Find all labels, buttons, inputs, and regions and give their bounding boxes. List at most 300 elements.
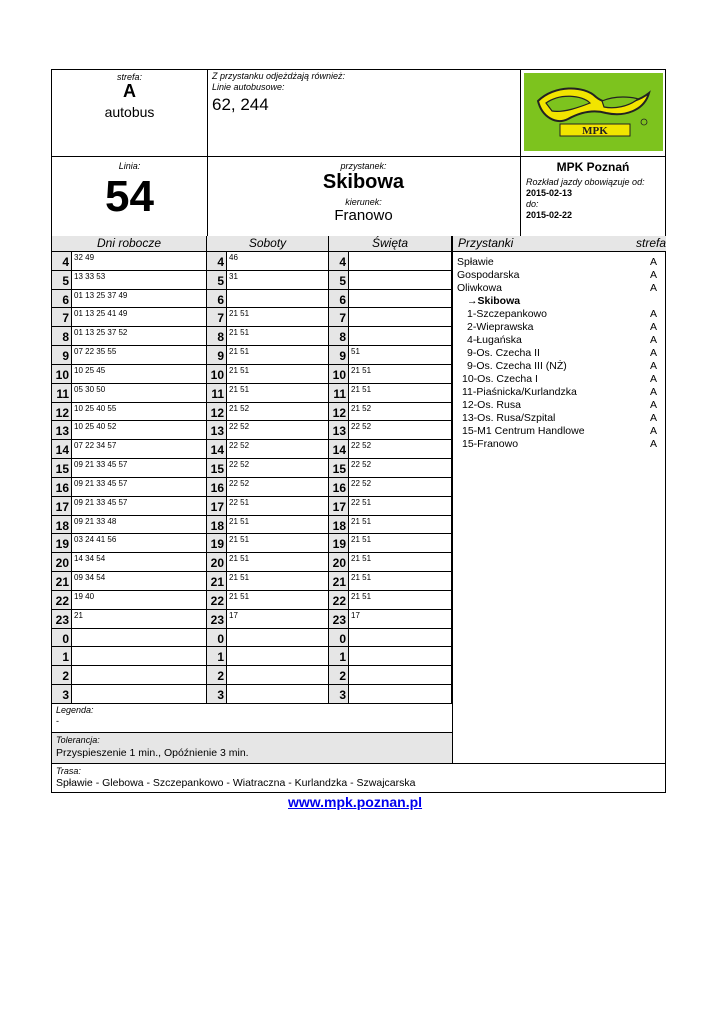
hour-cell xyxy=(207,308,227,327)
minutes-text: 07 22 35 55 xyxy=(74,347,117,357)
stop-name: 2-Wieprawska xyxy=(467,321,534,333)
hour-label: 11 xyxy=(211,386,224,401)
hour-label: 13 xyxy=(332,424,346,439)
stop-zone: A xyxy=(649,425,657,437)
minutes-cell xyxy=(72,572,207,591)
minutes-text: 21 51 xyxy=(229,347,250,357)
hour-label: 1 xyxy=(62,650,69,665)
hour-cell xyxy=(52,308,72,327)
hour-cell xyxy=(329,647,349,666)
hour-label: 1 xyxy=(339,650,346,665)
minutes-cell xyxy=(227,647,329,666)
stop-name: Spławie xyxy=(457,256,494,268)
hour-label: 19 xyxy=(55,537,69,552)
hour-label: 17 xyxy=(210,499,224,514)
hour-label: 21 xyxy=(55,575,69,590)
minutes-cell xyxy=(227,666,329,685)
stop-item xyxy=(462,438,518,450)
minutes-text: 22 52 xyxy=(229,441,250,451)
minutes-cell xyxy=(227,365,329,384)
hour-cell xyxy=(329,685,349,704)
hour-label: 23 xyxy=(55,612,69,627)
hour-label: 9 xyxy=(339,349,346,364)
stop-name: Gospodarska xyxy=(457,269,520,281)
minutes-cell xyxy=(227,459,329,478)
hour-cell xyxy=(52,346,72,365)
minutes-text: 22 52 xyxy=(229,460,250,470)
hour-cell xyxy=(329,271,349,290)
stop-zone: A xyxy=(649,412,657,424)
stop-name: 11-Piaśnicka/Kurlandzka xyxy=(462,386,577,398)
hour-cell xyxy=(52,497,72,516)
hour-cell xyxy=(52,365,72,384)
stop-name: 13-Os. Rusa/Szpital xyxy=(462,412,556,424)
minutes-text: 07 22 34 57 xyxy=(74,441,117,451)
minutes-text: 21 51 xyxy=(229,384,250,394)
minutes-cell xyxy=(227,516,329,535)
stop-zone: A xyxy=(649,269,657,281)
stop-item xyxy=(467,308,547,320)
minutes-text: 21 51 xyxy=(351,591,372,601)
minutes-text: 21 51 xyxy=(351,573,372,583)
minutes-text: 10 25 40 55 xyxy=(74,403,117,413)
minutes-text: 09 21 33 45 57 xyxy=(74,497,128,507)
minutes-cell xyxy=(72,478,207,497)
stop-item xyxy=(467,321,534,333)
bus-lines-label: Linie autobusowe: xyxy=(212,82,285,92)
line-number: 54 xyxy=(105,172,154,221)
hour-cell xyxy=(329,478,349,497)
legend-label: Legenda: xyxy=(56,705,94,715)
hour-label: 8 xyxy=(339,330,346,345)
minutes-cell xyxy=(349,666,452,685)
minutes-cell xyxy=(72,346,207,365)
stop-name: 9-Os. Czecha II xyxy=(467,347,540,359)
minutes-text: 21 51 xyxy=(229,573,250,583)
minutes-cell xyxy=(72,534,207,553)
hour-cell xyxy=(207,459,227,478)
hour-label: 8 xyxy=(62,330,69,345)
hour-cell xyxy=(207,516,227,535)
hour-label: 12 xyxy=(55,405,69,420)
hour-cell xyxy=(207,346,227,365)
minutes-text: 21 51 xyxy=(229,535,250,545)
minutes-cell xyxy=(349,459,452,478)
minutes-text: 21 51 xyxy=(229,365,250,375)
hour-label: 6 xyxy=(339,292,346,307)
stop-item xyxy=(467,347,540,359)
hour-cell xyxy=(329,516,349,535)
hour-label: 2 xyxy=(339,669,346,684)
hour-label: 0 xyxy=(339,631,346,646)
hour-label: 2 xyxy=(217,669,224,684)
minutes-text: 22 52 xyxy=(351,422,372,432)
minutes-cell xyxy=(227,478,329,497)
hour-cell xyxy=(207,403,227,422)
weekdays-header: Dni robocze xyxy=(52,236,207,251)
minutes-text: 32 49 xyxy=(74,253,95,262)
hour-label: 4 xyxy=(62,255,69,269)
stops-header: Przystanki strefa xyxy=(452,236,666,251)
hour-cell xyxy=(329,534,349,553)
hour-label: 9 xyxy=(217,349,224,364)
hour-label: 21 xyxy=(210,575,224,590)
minutes-text: 03 24 41 56 xyxy=(74,535,117,545)
hour-label: 6 xyxy=(217,292,224,307)
stop-name: 9-Os. Czecha III (NŻ) xyxy=(467,360,567,372)
hour-cell xyxy=(207,271,227,290)
minutes-cell xyxy=(349,478,452,497)
tolerance-text: Przyspieszenie 1 min., Opóźnienie 3 min. xyxy=(56,747,249,759)
hour-label: 11 xyxy=(333,386,346,401)
hour-cell xyxy=(207,629,227,648)
hour-label: 4 xyxy=(339,255,346,269)
hour-label: 17 xyxy=(55,499,69,514)
minutes-cell xyxy=(227,308,329,327)
hour-cell xyxy=(207,421,227,440)
hour-label: 22 xyxy=(210,593,224,608)
direction-name: Franowo xyxy=(334,207,393,224)
also-departing-label: Z przystanku odjeżdżają również: xyxy=(212,71,346,81)
hour-label: 22 xyxy=(55,593,69,608)
minutes-cell xyxy=(349,534,452,553)
minutes-cell xyxy=(349,553,452,572)
hour-cell xyxy=(52,478,72,497)
minutes-cell xyxy=(227,553,329,572)
minutes-cell xyxy=(227,629,329,648)
stop-zone: A xyxy=(649,308,657,320)
minutes-cell xyxy=(227,497,329,516)
minutes-text: 09 21 33 45 57 xyxy=(74,478,128,488)
minutes-cell xyxy=(349,647,452,666)
hour-label: 18 xyxy=(332,518,346,533)
zone-value: A xyxy=(123,81,136,101)
hour-label: 7 xyxy=(62,311,69,326)
minutes-cell xyxy=(349,516,452,535)
hour-cell xyxy=(52,421,72,440)
stop-name: Oliwkowa xyxy=(457,282,502,294)
valid-from-label: Rozkład jazdy obowiązuje od: xyxy=(526,177,645,187)
hour-cell xyxy=(52,271,72,290)
minutes-text: 21 51 xyxy=(351,535,372,545)
minutes-cell xyxy=(227,440,329,459)
minutes-text: 05 30 50 xyxy=(74,384,106,394)
hour-cell xyxy=(207,553,227,572)
minutes-cell xyxy=(227,384,329,403)
stop-item xyxy=(462,425,585,437)
minutes-cell xyxy=(349,629,452,648)
hour-label: 5 xyxy=(339,273,346,288)
minutes-cell xyxy=(349,497,452,516)
minutes-cell xyxy=(349,403,452,422)
hour-label: 10 xyxy=(332,367,346,382)
minutes-text: 19 40 xyxy=(74,591,95,601)
minutes-cell xyxy=(349,421,452,440)
hour-cell xyxy=(52,629,72,648)
minutes-cell xyxy=(349,252,452,271)
legend-text: - xyxy=(56,716,59,726)
valid-to-label: do: xyxy=(526,199,539,209)
minutes-text: 31 xyxy=(229,271,238,281)
minutes-cell xyxy=(72,647,207,666)
minutes-text: 21 51 xyxy=(351,365,372,375)
minutes-cell xyxy=(72,290,207,309)
hour-label: 10 xyxy=(210,367,224,382)
stop-zone: A xyxy=(649,399,657,411)
minutes-cell xyxy=(227,591,329,610)
hour-cell xyxy=(52,252,72,271)
hour-cell xyxy=(207,534,227,553)
hour-label: 8 xyxy=(217,330,224,345)
minutes-cell xyxy=(72,666,207,685)
stop-zone: A xyxy=(649,347,657,359)
minutes-cell xyxy=(227,271,329,290)
hour-cell xyxy=(52,440,72,459)
stop-zone: A xyxy=(649,334,657,346)
hour-cell xyxy=(207,666,227,685)
hour-label: 21 xyxy=(332,575,346,590)
minutes-text: 01 13 25 37 49 xyxy=(74,290,128,300)
minutes-cell xyxy=(227,572,329,591)
hour-cell xyxy=(52,666,72,685)
minutes-cell xyxy=(227,252,329,271)
minutes-cell xyxy=(72,421,207,440)
stop-name: 15-Franowo xyxy=(462,438,519,450)
hour-label: 23 xyxy=(332,612,346,627)
hour-label: 18 xyxy=(210,518,224,533)
hour-label: 16 xyxy=(210,480,224,495)
hour-cell xyxy=(329,666,349,685)
minutes-cell xyxy=(72,685,207,704)
minutes-cell xyxy=(227,610,329,629)
hour-cell xyxy=(329,365,349,384)
hour-label: 6 xyxy=(62,292,69,307)
hour-label: 11 xyxy=(56,386,69,401)
minutes-cell xyxy=(72,610,207,629)
minutes-cell xyxy=(72,553,207,572)
minutes-text: 14 34 54 xyxy=(74,554,106,564)
hour-label: 10 xyxy=(55,367,69,382)
valid-from-date: 2015-02-13 xyxy=(526,188,573,198)
hour-label: 20 xyxy=(210,556,224,571)
hour-label: 19 xyxy=(332,537,346,552)
hour-label: 18 xyxy=(55,518,69,533)
stop-label: przystanek: xyxy=(340,161,387,171)
stop-item xyxy=(462,399,521,411)
minutes-cell xyxy=(72,384,207,403)
stop-item xyxy=(457,256,494,268)
hour-label: 3 xyxy=(62,688,69,703)
mpk-logo xyxy=(524,73,663,151)
hour-label: 9 xyxy=(62,349,69,364)
hour-label: 13 xyxy=(210,424,224,439)
stop-name: 12-Os. Rusa xyxy=(462,399,521,411)
hour-label: 0 xyxy=(62,631,69,646)
minutes-text: 21 51 xyxy=(351,554,372,564)
hour-label: 15 xyxy=(55,462,69,477)
minutes-cell xyxy=(349,290,452,309)
stop-zone: A xyxy=(649,360,657,372)
hour-cell xyxy=(52,591,72,610)
minutes-cell xyxy=(349,365,452,384)
minutes-cell xyxy=(72,459,207,478)
hour-label: 3 xyxy=(339,688,346,703)
minutes-text: 22 52 xyxy=(229,422,250,432)
direction-label: kierunek: xyxy=(345,197,382,207)
hour-cell xyxy=(207,327,227,346)
hour-cell xyxy=(52,290,72,309)
hour-cell xyxy=(52,553,72,572)
tolerance-label: Tolerancja: xyxy=(56,735,100,745)
stop-item xyxy=(457,282,502,294)
minutes-text: 22 52 xyxy=(351,460,372,470)
hour-label: 15 xyxy=(332,462,346,477)
hour-cell xyxy=(329,553,349,572)
hour-label: 14 xyxy=(55,443,69,458)
minutes-text: 21 51 xyxy=(351,384,372,394)
timetable-frame xyxy=(51,69,666,793)
hour-label: 1 xyxy=(217,650,224,665)
minutes-cell xyxy=(349,384,452,403)
minutes-cell xyxy=(227,685,329,704)
minutes-cell xyxy=(349,308,452,327)
hour-label: 12 xyxy=(210,405,224,420)
minutes-text: 01 13 25 41 49 xyxy=(74,309,128,319)
minutes-cell xyxy=(72,327,207,346)
hour-label: 20 xyxy=(55,556,69,571)
hour-cell xyxy=(329,403,349,422)
minutes-cell xyxy=(349,572,452,591)
hour-cell xyxy=(329,346,349,365)
minutes-text: 10 25 45 xyxy=(74,365,106,375)
minutes-text: 09 21 33 45 57 xyxy=(74,460,128,470)
hour-cell xyxy=(329,459,349,478)
minutes-text: 21 52 xyxy=(229,403,250,413)
logo-text: MPK xyxy=(582,125,608,137)
minutes-text: 10 25 40 52 xyxy=(74,422,117,432)
hour-label: 2 xyxy=(62,669,69,684)
vehicle-type: autobus xyxy=(104,104,155,120)
tolerance-box xyxy=(52,733,452,763)
minutes-cell xyxy=(72,516,207,535)
minutes-text: 21 51 xyxy=(229,328,250,338)
stop-zone: A xyxy=(649,438,657,450)
minutes-cell xyxy=(349,327,452,346)
bus-lines-value: 62, 244 xyxy=(212,95,269,114)
hour-cell xyxy=(207,647,227,666)
hour-label: 4 xyxy=(217,255,224,269)
stop-item xyxy=(467,360,567,372)
hour-cell xyxy=(329,384,349,403)
hour-cell xyxy=(52,534,72,553)
minutes-cell xyxy=(72,629,207,648)
hour-label: 14 xyxy=(332,443,346,458)
hour-label: 19 xyxy=(210,537,224,552)
minutes-text: 21 51 xyxy=(351,516,372,526)
zone-label: strefa: xyxy=(116,72,142,82)
minutes-cell xyxy=(227,327,329,346)
hour-label: 5 xyxy=(62,273,69,288)
hour-label: 7 xyxy=(217,311,224,326)
hour-cell xyxy=(207,497,227,516)
hour-label: 7 xyxy=(339,311,346,326)
hour-cell xyxy=(52,610,72,629)
stop-zone: A xyxy=(649,386,657,398)
minutes-cell xyxy=(72,308,207,327)
minutes-cell xyxy=(72,365,207,384)
saturdays-header: Soboty xyxy=(207,236,329,251)
hour-cell xyxy=(329,629,349,648)
hour-label: 23 xyxy=(210,612,224,627)
hour-cell xyxy=(52,572,72,591)
hour-cell xyxy=(207,440,227,459)
hour-cell xyxy=(207,384,227,403)
minutes-text: 13 33 53 xyxy=(74,271,106,281)
hour-cell xyxy=(52,384,72,403)
stop-name: 1-Szczepankowo xyxy=(467,308,547,320)
hour-cell xyxy=(207,252,227,271)
minutes-text: 22 51 xyxy=(229,497,250,507)
hour-cell xyxy=(207,591,227,610)
hour-cell xyxy=(52,647,72,666)
minutes-text: 46 xyxy=(229,253,238,262)
minutes-text: 21 51 xyxy=(229,516,250,526)
hour-cell xyxy=(207,572,227,591)
minutes-cell xyxy=(349,440,452,459)
hour-cell xyxy=(329,572,349,591)
minutes-text: 51 xyxy=(351,347,360,357)
stop-zone: A xyxy=(649,282,657,294)
minutes-cell xyxy=(227,346,329,365)
hour-cell xyxy=(207,365,227,384)
minutes-cell xyxy=(349,346,452,365)
minutes-cell xyxy=(227,421,329,440)
minutes-cell xyxy=(227,290,329,309)
minutes-cell xyxy=(72,497,207,516)
hour-label: 17 xyxy=(332,499,346,514)
minutes-cell xyxy=(72,252,207,271)
hour-cell xyxy=(329,327,349,346)
hour-cell xyxy=(329,497,349,516)
hour-cell xyxy=(329,591,349,610)
stop-item xyxy=(467,334,522,346)
hour-cell xyxy=(207,610,227,629)
stop-zone: A xyxy=(649,373,657,385)
holidays-header: Święta xyxy=(329,236,452,251)
stop-zone: A xyxy=(649,321,657,333)
hour-label: 12 xyxy=(332,405,346,420)
minutes-cell xyxy=(349,591,452,610)
hour-cell xyxy=(52,516,72,535)
stop-name: 10-Os. Czecha I xyxy=(462,373,538,385)
website-link[interactable]: www.mpk.poznan.pl xyxy=(288,794,423,810)
hour-cell xyxy=(329,610,349,629)
stop-item xyxy=(457,269,519,281)
hour-cell xyxy=(52,403,72,422)
hour-label: 14 xyxy=(210,443,224,458)
minutes-text: 21 xyxy=(74,610,83,620)
hour-cell xyxy=(207,478,227,497)
hour-cell xyxy=(329,252,349,271)
minutes-text: 21 52 xyxy=(351,403,372,413)
operator-name: MPK Poznań xyxy=(556,160,630,174)
minutes-text: 09 21 33 48 xyxy=(74,516,117,526)
hour-label: 5 xyxy=(217,273,224,288)
hour-label: 16 xyxy=(332,480,346,495)
minutes-cell xyxy=(349,685,452,704)
minutes-text: 21 51 xyxy=(229,309,250,319)
minutes-cell xyxy=(72,403,207,422)
